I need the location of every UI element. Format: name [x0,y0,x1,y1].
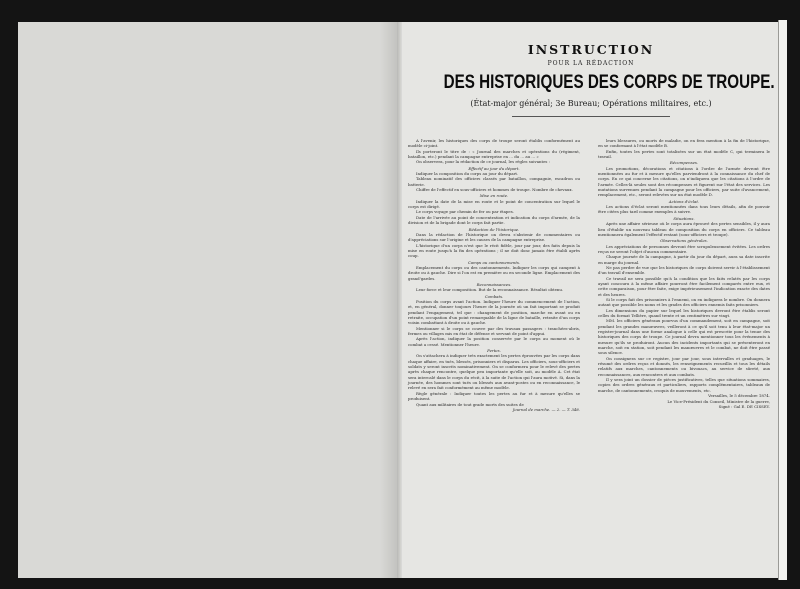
text-column-right [598,138,770,409]
paragraph: Si le corps fait des prisonniers à l'ennemi, on en indiquera le nombre. On donnera autant que possible les noms et les grades des officiers ennemis faits prisonniers. [598,296,770,308]
paragraph: Position du corps avant l'action. Indiquer l'heure du commencement de l'action, et, en général, donner toujours l'heure de la journée où un fait important se produit pendant l'engagement, tel que : changement de position, marche en avant ou en retraite, occupation d'un point remarquable de la ligne de bataille, retraite d'un corps voisin combattant à droite ou à gauche. [408,298,580,326]
paragraph: Dans la rédaction de l'historique on devra s'abstenir de commentaires ou d'appréciations sur l'origine et les causes de la campagne entreprise. [408,231,580,243]
paragraph: Il y sera joint un dossier de pièces justificatives, telles que situations sommaires, copies des ordres généraux et particuliers, rapports complémentaires, tableaux de marche, de cantonnements, croquis de mouvements, etc. [598,377,770,393]
paragraph: Indiquer la date de la mise en route et le point de concentration sur lequel le corps est dirigé. [408,198,580,210]
paragraph: Les dimensions du papier sur lequel les historiques devront être établis seront celles du format Tellière, quand trente et un centimètres sur vingt. [598,307,770,318]
paragraph: Tableau nominatif des officiers classés par bataillon, compagnie, escadron ou batterie. [408,176,580,187]
document-title: INSTRUCTION [527,42,655,57]
paragraph: MM. les officiers généraux pourvus d'un commandement, soit en campagne, soit pendant les grandes manœuvres, veilleront à ce qu'il soit tenu à leur état-major un registre-journal dans une forme analogue à celle qui est prescrite pour la tenue des historiques des corps de troupe. Ce journal devra mentionner tous les événements à mesure qu'ils se produiront. Aucun des incidents importants qui se présenteront en marche, soit en station, soit pendant les manœuvres et le combat, ne doit être passé sous silence. [598,318,770,356]
paragraph: Quant aux militaires de tout grade morts des suites de [416,401,524,407]
section-heading: Actions d'éclat. [668,198,700,204]
paragraph: Règle générale : Indiquer toutes les pertes au fur et à mesure qu'elles se produisent. [408,390,580,402]
section-heading: Situations. [673,215,695,221]
paragraph: A l'avenir, les historiques des corps de troupe seront établis conformément au modèle ci-joint. [408,138,580,149]
section-heading: Combats. [484,293,504,299]
section-heading: Reconnaissances. [476,281,512,287]
paragraph: Date de l'arrivée au point de concentration et indication du corps d'armée, de la division et de la brigade dont le corps fait partie. [408,214,580,226]
paragraph: Les promotions, décorations et citations à l'ordre de l'armée devront être mentionnées au fur et à mesure qu'elles parviendront à la connaissance du chef de corps. En ce qui concerne les citations, on n'indiquera que les citations à l'ordre de l'armée. Celles-là seules sont des récompenses et figurent sur l'état des services. Les mutations survenues pendant la campagne pour les officiers, par suite d'avancement, remplacement, etc., seront relevées sur un état modèle D. [598,165,770,198]
left-page [18,22,399,578]
document-note: (État-major général; 3e Bureau; Opérations militaires, etc.) [470,99,712,108]
paragraph: Après l'action, indiquer la position conservée par le corps au moment où le combat a cessé. Mentionner l'heure. [408,336,580,347]
paragraph: Chaque journée de la campagne, à partir du jour du départ, aura sa date inscrite en marge du journal. [598,254,770,265]
paragraph: Chiffre de l'effectif en sous-officiers et hommes de troupe. Nombre de chevaux. [416,187,573,193]
paragraph: Le corps voyage par chemin de fer ou par étapes. [416,209,514,215]
page-shadow [380,22,397,578]
section-heading: Mise en route. [479,193,509,199]
paragraph: On observera, pour la rédaction de ce journal, les règles suivantes : [416,159,550,165]
signature-line: Signé : Gal E. DE CISSEY. [718,403,770,409]
paragraph: Emplacement du corps ou des cantonnements. Indiquer les corps qui campent à droite ou à gauche. Dire si l'on est en première ou en seconde ligne. Emplacement des grand'gardes. [408,264,580,281]
section-heading: Pertes. [487,348,501,354]
paragraph: On s'attachera à indiquer très exactement les pertes éprouvées par les corps dans chaque affaire, en tués, blessés, prisonniers et disparus. Les officiers, sous-officiers et soldats y seront inscrits nominativement. On se conformera pour le relevé des pertes après chaque rencontre, quelque peu importante qu'elle soit, au modèle A. Cet état sera intercalé dans le corps du récit, à la suite de l'action qui l'aura motivé. Si, dans la journée, des hommes sont tués ou blessés aux avant-postes ou en reconnaissance, le relevé en sera fait conformément au même modèle. [408,353,580,391]
document-subtitle: POUR LA RÉDACTION [547,60,635,67]
paragraph: Ce travail ne sera possible qu'à la condition que les faits relatés par les corps ayant concouru à la même affaire pourront être facilement comparés entre eux, et cette comparaison, pour être faite, exige impérieusement l'indication exacte des dates et des heures. [598,275,770,297]
paragraph: Ils porteront le titre de : « Journal des marches et opérations du (régiment, bataillon, etc.) pendant la campagne entreprise en ... du ... au ... » [408,148,580,160]
paragraph: Les appréciations de personnes devront être scrupuleusement évitées. Les ordres reçus ne seront l'objet d'aucun commentaire. [598,243,770,254]
paragraph: On consignera sur ce registre, jour par jour, sous intervalles et graduages, le résumé des ordres reçus et donnés, les renseignements recueillis et tous les détails relatifs aux marches, cantonnements ou bivouacs, au service de sûreté, aux reconnaissances, aux rencontres et aux combats. [598,355,770,377]
document-main-title: DES HISTORIQUES DES CORPS DE TROUPE. [443,71,775,93]
section-heading: Effectif au jour du départ. [468,165,520,171]
section-heading: Récompenses. [669,160,699,166]
paragraph: L'historique d'un corps n'est que le récit fidèle, jour par jour, des faits depuis la mise en route jusqu'à la fin des opérations ; il ne doit donc jamais être établi après coup. [408,242,580,259]
signature-line: Versailles, le 5 décembre 1874. [708,393,770,399]
right-page [402,22,780,578]
section-heading: Observations générales. [660,238,708,244]
paragraph: Après une affaire sérieuse où le corps aura éprouvé des pertes sensibles, il y aura lieu d'établir un nouveau tableau de composition du corps en officiers. Ce tableau mentionnera également l'effectif restant (sous-officiers et troupe). [598,221,770,237]
footer-note: Journal de marche. — 2. — T. 348. [512,406,580,412]
paragraph: leurs blessures, ou morts de maladie, on en fera mention à la fin de l'historique, en se conformant à l'état modèle B. [598,138,770,149]
paragraph: Enfin, toutes les pertes sont totalisées sur un état modèle C, qui terminera le travail. [598,148,770,160]
page-edge [778,20,787,580]
paragraph: Mentionner si le corps se couvre par des travaux passagers : tranchées-abris, fermes ou villages mis en état de défense et servant de point d'appui. [408,325,580,337]
paragraph: Leur force et leur composition. But de la reconnaissance. Résultat obtenu. [416,287,564,293]
signature-line: Le Vice-Président du Conseil, Ministre de la guerre, [667,398,770,404]
section-heading: Camps ou cantonnements. [467,259,521,265]
text-column-left [408,138,580,412]
paragraph: Ne pas perdre de vue que les historiques de corps doivent servir à l'établissement d'un travail d'ensemble. [598,264,770,276]
paragraph: Les actions d'éclat seront mentionnées dans tous leurs détails, afin de pouvoir être citées plus tard comme exemples à suivre. [598,204,770,215]
title-divider [512,116,670,117]
paragraph: Indiquer la composition du corps au jour du départ. [416,171,519,177]
section-heading: Rédaction de l'historique. [468,226,520,232]
